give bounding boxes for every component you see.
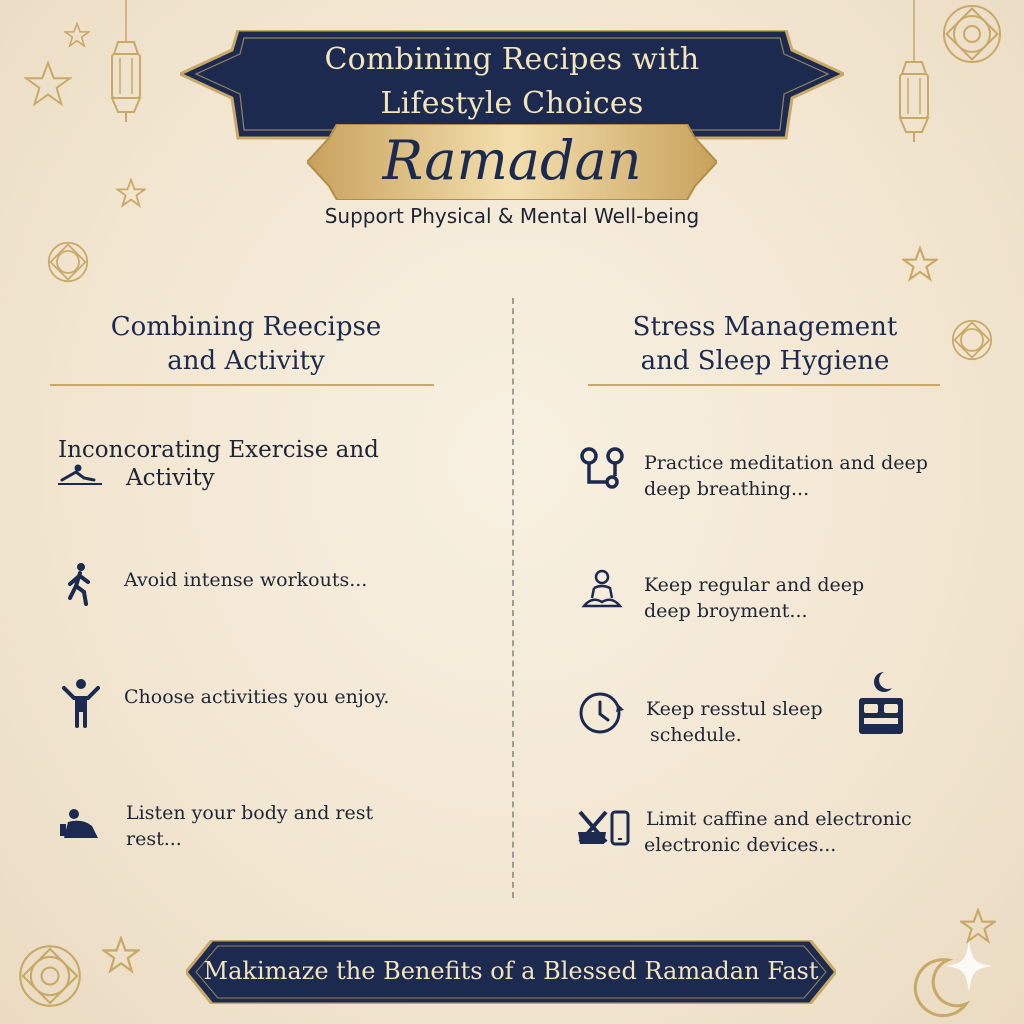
left-item-3-line-1: Listen your body and rest	[126, 802, 374, 824]
footer-text: Makimaze the Benefits of a Blessed Ramadan Fast	[203, 957, 819, 985]
right-item-3-text	[646, 696, 846, 748]
bed-moon-icon	[856, 668, 906, 738]
left-heading-line-1: Combining Reecipse	[110, 312, 382, 342]
title-line-2: Lifestyle Choices	[380, 86, 644, 121]
yoga-pose-icon	[58, 462, 102, 486]
medallion-icon	[940, 2, 1004, 66]
no-caffeine-phone-icon	[576, 808, 630, 848]
left-intro-line-2: Activity	[126, 465, 215, 491]
left-item-3-text	[126, 800, 486, 852]
walking-person-icon	[64, 562, 94, 606]
left-item-2-text	[124, 684, 484, 710]
right-item-1-text	[644, 450, 944, 502]
right-item-2-line-1: Keep regular and deep	[644, 574, 865, 596]
right-heading-rule	[588, 384, 940, 386]
ramadan-title: Ramadan	[382, 129, 642, 192]
right-item-2-text	[644, 572, 944, 624]
medallion-icon	[950, 318, 994, 362]
column-divider	[512, 298, 514, 898]
right-item-3-line-1: Keep resstul sleep	[646, 698, 823, 720]
ramadan-plate	[307, 124, 717, 200]
title-line-1: Combining Recipes with	[324, 42, 700, 77]
person-arms-raised-icon	[60, 678, 102, 728]
left-intro-line-1: Inconcorating Exercise and	[58, 437, 379, 463]
lantern-right-icon	[888, 0, 940, 150]
left-intro	[58, 436, 478, 492]
right-item-1-line-2: deep breathing...	[644, 478, 810, 500]
right-item-3-line-2: schedule.	[650, 724, 742, 746]
left-item-2-line-1: Choose activities you enjoy.	[124, 686, 390, 708]
right-item-4-text	[644, 806, 974, 858]
left-item-3-line-2: rest...	[126, 828, 182, 850]
sparkle-icon	[944, 938, 994, 994]
right-item-4-line-1: Limit caffine and electronic	[646, 808, 912, 830]
left-item-1-line-1: Avoid intense workouts...	[124, 569, 368, 591]
star-icon	[24, 60, 72, 108]
right-item-2-line-2: deep broyment...	[644, 600, 808, 622]
right-heading-line-2: and Sleep Hygiene	[640, 346, 890, 376]
clock-icon	[578, 690, 626, 736]
medallion-icon	[46, 240, 90, 284]
left-item-1-text	[124, 567, 484, 593]
star-icon	[902, 246, 938, 282]
right-heading-line-1: Stress Management	[632, 312, 898, 342]
left-heading	[50, 310, 442, 378]
left-heading-line-2: and Activity	[167, 346, 325, 376]
right-heading	[590, 310, 940, 378]
resting-person-icon	[58, 808, 102, 842]
footer-banner	[186, 940, 836, 1004]
left-heading-rule	[50, 384, 434, 386]
page-title	[180, 38, 844, 126]
star-icon	[102, 936, 140, 974]
meditation-person-icon	[580, 568, 624, 612]
right-item-4-line-2: electronic devices...	[644, 834, 837, 856]
star-icon	[64, 22, 90, 48]
subtitle: Support Physical & Mental Well-being	[324, 204, 700, 228]
medallion-icon	[16, 942, 84, 1010]
right-item-1-line-1: Practice meditation and deep	[644, 452, 928, 474]
lantern-left-icon	[100, 0, 152, 130]
breathing-nodes-icon	[578, 446, 626, 492]
